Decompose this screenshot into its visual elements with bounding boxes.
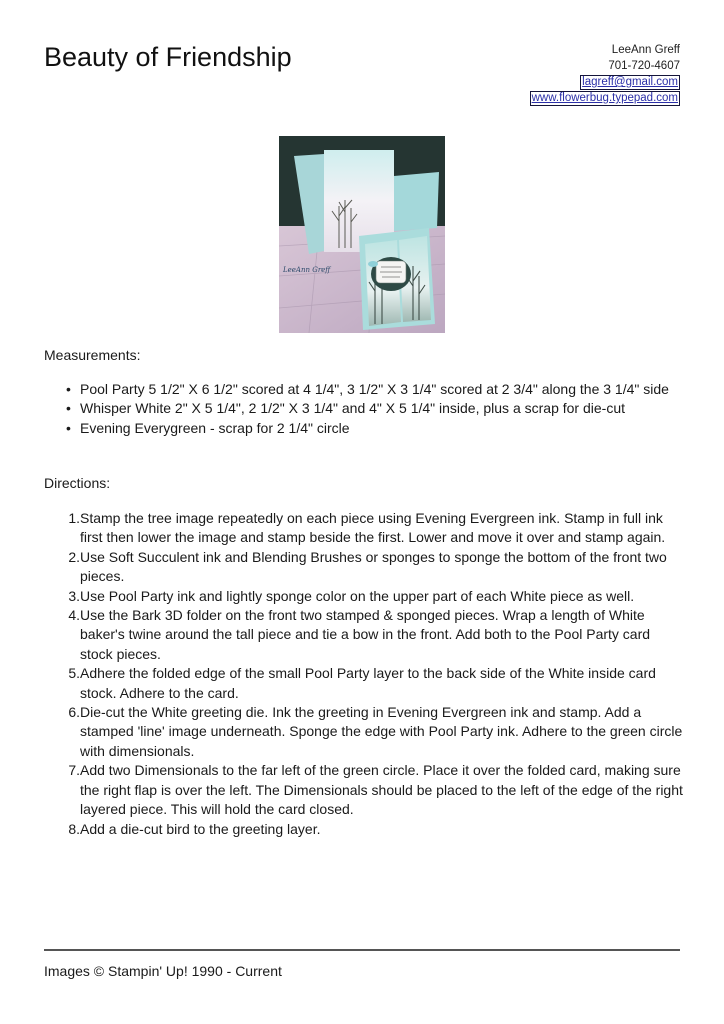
list-item: • Evening Everygreen - scrap for 2 1/4" circle	[44, 419, 684, 438]
list-item: 2. Use Soft Succulent ink and Blending Brushes or sponges to sponge the bottom of the front two pieces.	[68, 548, 667, 585]
card-photo	[279, 136, 445, 333]
directions-label: Directions:	[44, 475, 111, 491]
directions-list	[44, 509, 684, 839]
measurements-list	[44, 380, 684, 438]
svg-text:LeeAnn Greff: LeeAnn Greff	[283, 266, 331, 274]
phone-number: 701-720-4607	[608, 60, 680, 72]
list-item: 3. Use Pool Party ink and lightly sponge color on the upper part of each White piece as well.	[68, 587, 635, 604]
list-item: 5. Adhere the folded edge of the small Pool Party layer to the back side of the White inside card stock. Adhere to the card.	[68, 665, 656, 701]
measurements-label: Measurements:	[44, 347, 141, 363]
copyright-notice: Images © Stampin' Up! 1990 - Current	[44, 963, 282, 979]
list-item: • Whisper White 2" X 5 1/4", 2 1/2" X 3 1/4" and 4" X 5 1/4" inside, plus a scrap for die-cut	[44, 399, 684, 418]
list-item: • Pool Party 5 1/2" X 6 1/2" scored at 4 1/4", 3 1/2" X 3 1/4" scored at 2 3/4" along the 3 1/4" side	[44, 380, 684, 399]
list-item: 1. Stamp the tree image repeatedly on each piece using Evening Evergreen ink. Stamp in full ink first then lower the image and stamp beside the first. Lower and move it over and stamp again.	[68, 510, 666, 546]
list-item: 8. Add a die-cut bird to the greeting layer.	[68, 820, 321, 837]
contact-block	[530, 42, 680, 106]
email-link[interactable]: lagreff@gmail.com	[582, 76, 678, 88]
list-item: 4. Use the Bark 3D folder on the front two stamped & sponged pieces. Wrap a length of White baker's twine around the tall piece and tie a bow in the front. Add both to the Pool Party card stock pieces.	[68, 607, 651, 662]
website-link[interactable]: www.flowerbug.typepad.com	[531, 92, 678, 104]
list-item: 6. Die-cut the White greeting die. Ink the greeting in Evening Evergreen ink and stamp. Add a stamped 'line' image underneath. Sponge the edge with Pool Party ink. Adhere to the green circle with dimensionals.	[68, 704, 683, 759]
list-item: 7. Add two Dimensionals to the far left of the green circle. Place it over the folded card, making sure the right flap is over the left. The Dimensionals should be placed to the left of the edge of the right layered piece. This will hold the card closed.	[68, 762, 683, 818]
page-title: Beauty of Friendship	[44, 42, 292, 72]
footer-divider	[44, 949, 680, 951]
author-name: LeeAnn Greff	[611, 44, 680, 56]
